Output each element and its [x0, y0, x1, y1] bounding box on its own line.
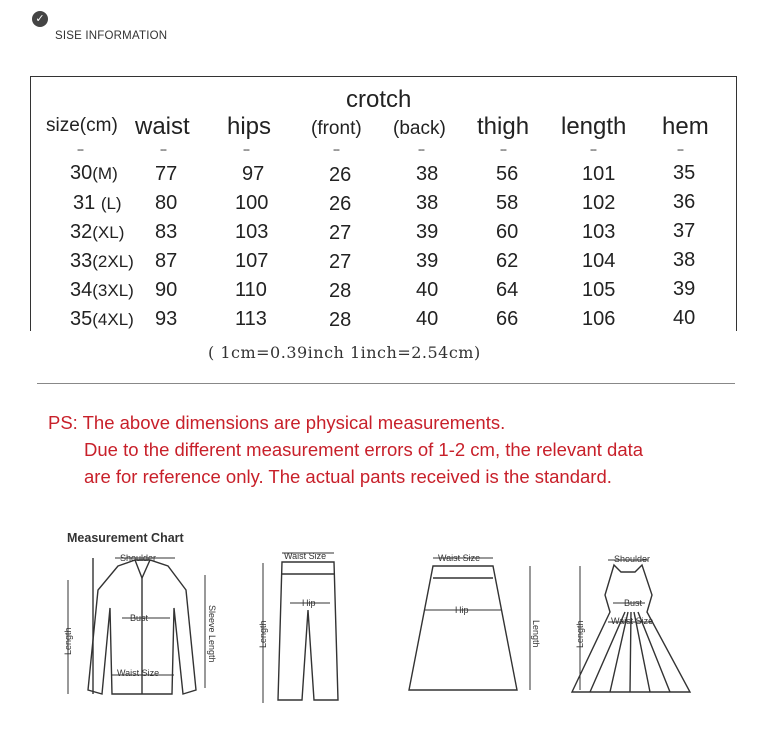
table-cell: 40	[673, 307, 696, 329]
divider	[37, 383, 735, 384]
table-cell: 38	[673, 249, 696, 271]
table-cell: 39	[416, 250, 439, 272]
table-cell: 80	[155, 192, 178, 214]
table-cell: 106	[582, 308, 616, 330]
header-crotch: crotch	[346, 86, 412, 113]
header-hem: hem	[662, 113, 709, 140]
table-cell: 39	[673, 278, 696, 300]
table-cell: 93	[155, 308, 178, 330]
dash: --	[500, 142, 506, 156]
table-cell: 100	[235, 192, 269, 214]
pants-waist-label: Waist Size	[284, 551, 327, 561]
table-cell-size: 33(2XL)	[70, 250, 134, 272]
pants-diagram	[263, 553, 338, 703]
table-cell: 35	[673, 162, 696, 184]
header-hips: hips	[227, 113, 272, 140]
table-cell: 27	[329, 251, 352, 273]
table-cell-size: 35(4XL)	[70, 308, 134, 330]
shirt-shoulder-label: Shoulder	[120, 553, 157, 563]
table-cell-size: 30(M)	[70, 162, 118, 184]
note-line-1: PS: The above dimensions are physical measurements.	[48, 412, 506, 433]
section-title: SISE INFORMATION	[55, 30, 168, 42]
table-cell: 102	[582, 192, 616, 214]
table-cell: 56	[496, 163, 519, 185]
header-waist: waist	[135, 113, 190, 140]
dash: --	[243, 142, 249, 156]
table-cell: 77	[155, 163, 178, 185]
dress-waist-label: Waist Size	[611, 616, 654, 626]
skirt-hip-label: Hip	[455, 605, 469, 615]
skirt-length-label: Length	[531, 620, 541, 648]
table-cell: 27	[329, 222, 352, 244]
table-cell: 38	[416, 192, 439, 214]
table-cell: 26	[329, 193, 352, 215]
table-cell: 103	[582, 221, 616, 243]
header-back: (back)	[393, 118, 446, 139]
note-line-3: are for reference only. The actual pants received is the standard.	[84, 466, 612, 487]
table-cell: 105	[582, 279, 616, 301]
table-cell: 28	[329, 309, 352, 331]
table-cell: 58	[496, 192, 519, 214]
table-cell: 39	[416, 221, 439, 243]
table-cell-size: 32(XL)	[70, 221, 125, 243]
dress-bust-label: Bust	[624, 598, 643, 608]
header-front: (front)	[311, 118, 362, 139]
measurement-chart-title: Measurement Chart	[67, 531, 184, 545]
table-cell: 40	[416, 308, 439, 330]
dash: --	[677, 142, 683, 156]
table-cell: 83	[155, 221, 178, 243]
table-cell-size: 34(3XL)	[70, 279, 134, 301]
pants-length-label: Length	[258, 620, 268, 648]
dash: --	[590, 142, 596, 156]
table-cell: 60	[496, 221, 519, 243]
header-thigh: thigh	[477, 113, 530, 140]
header-size: size(cm)	[46, 115, 118, 136]
table-cell: 66	[496, 308, 519, 330]
table-cell: 103	[235, 221, 269, 243]
dash: --	[333, 142, 339, 156]
table-cell: 101	[582, 163, 616, 185]
skirt-waist-label: Waist Size	[438, 553, 481, 563]
table-cell: 87	[155, 250, 178, 272]
table-cell: 26	[329, 164, 352, 186]
skirt-diagram	[409, 558, 530, 690]
table-cell: 64	[496, 279, 519, 301]
shirt-sleeve-label: Sleeve Length	[207, 605, 217, 663]
measurement-chart-illustrations	[0, 540, 770, 750]
table-cell: 97	[242, 163, 265, 185]
table-cell: 38	[416, 163, 439, 185]
table-cell: 37	[673, 220, 696, 242]
table-cell: 28	[329, 280, 352, 302]
dress-shoulder-label: Shoulder	[614, 554, 651, 564]
header-length: length	[561, 113, 627, 140]
table-cell-size: 31 (L)	[73, 192, 122, 214]
pants-hip-label: Hip	[302, 598, 316, 608]
table-cell: 110	[235, 279, 267, 301]
table-cell: 36	[673, 191, 696, 213]
shirt-length-label: Length	[63, 627, 73, 655]
dress-diagram	[572, 560, 690, 692]
dash: --	[77, 142, 83, 156]
table-cell: 113	[235, 308, 267, 330]
table-cell: 40	[416, 279, 439, 301]
shirt-waist-label: Waist Size	[117, 668, 160, 678]
table-cell: 90	[155, 279, 178, 301]
table-cell: 107	[235, 250, 269, 272]
dash: --	[160, 142, 166, 156]
dash: --	[418, 142, 424, 156]
note-line-2: Due to the different measurement errors of 1-2 cm, the relevant data	[84, 439, 644, 460]
dress-length-label: Length	[575, 620, 585, 648]
shirt-bust-label: Bust	[130, 613, 149, 623]
check-circle-icon: ✓	[32, 11, 48, 27]
table-cell: 104	[582, 250, 616, 272]
table-cell: 62	[496, 250, 519, 272]
unit-conversion-note: ( 1cm=0.39inch 1inch=2.54cm)	[208, 343, 481, 362]
